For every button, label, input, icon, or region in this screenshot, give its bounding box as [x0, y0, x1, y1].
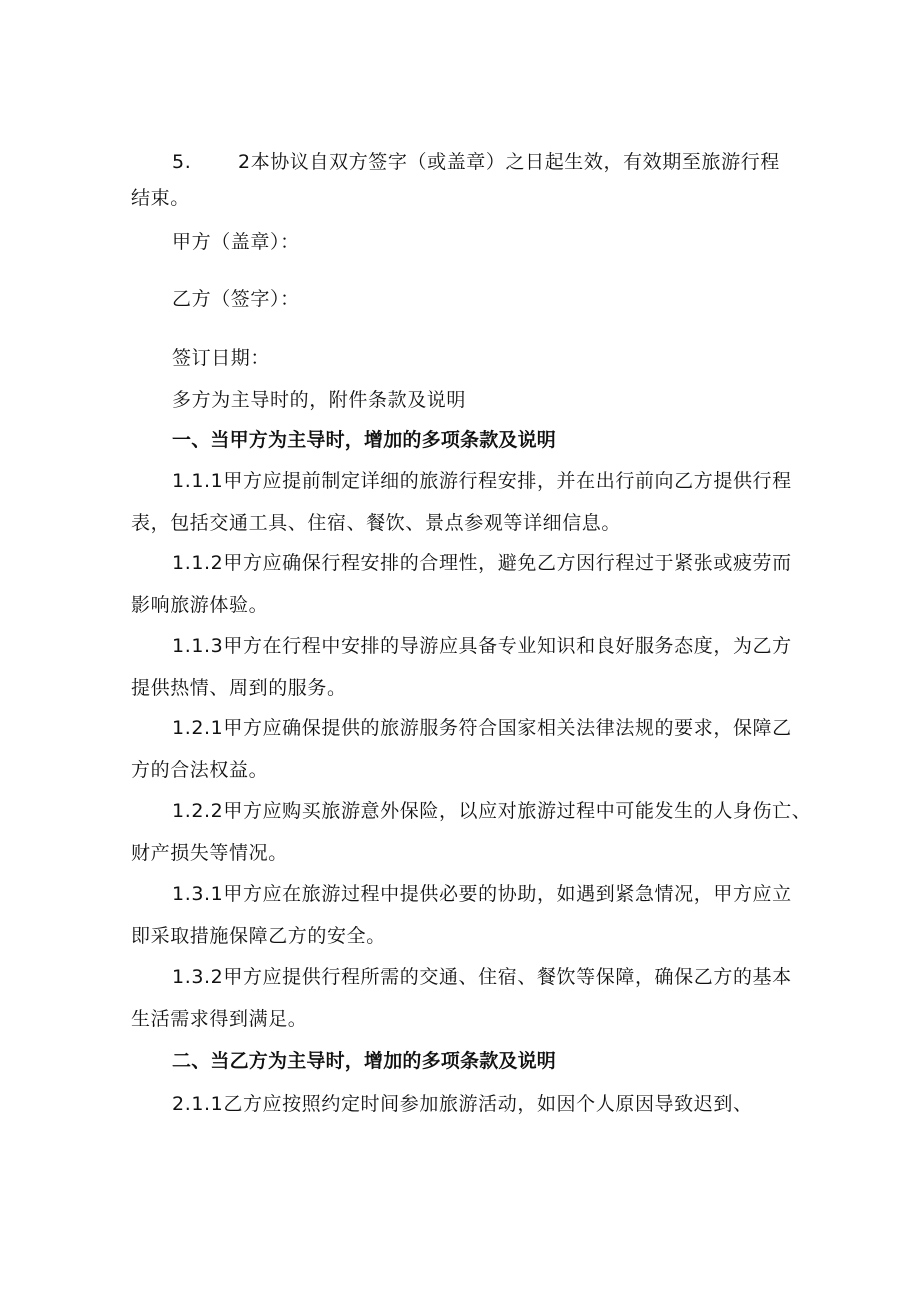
clause-1-1-3-line-1: 1.1.3甲方在行程中安排的导游应具备专业知识和良好服务态度，为乙方 — [172, 635, 792, 657]
clause-1-3-2-line-2: 生活需求得到满足。 — [131, 1008, 308, 1030]
appendix-title: 多方为主导时的，附件条款及说明 — [172, 389, 467, 411]
clause-2-1-1-line-1: 2.1.1乙方应按照约定时间参加旅游活动，如因个人原因导致迟到、 — [172, 1093, 753, 1115]
clause-5-2-line-2: 结束。 — [131, 187, 190, 209]
clause-5-2-text: 2本协议自双方签字（或盖章）之日起生效，有效期至旅游行程 — [238, 151, 780, 173]
clause-1-1-2-line-1: 1.1.2甲方应确保行程安排的合理性，避免乙方因行程过于紧张或疲劳而 — [172, 552, 792, 574]
clause-1-2-1-line-1: 1.2.1甲方应确保提供的旅游服务符合国家相关法律法规的要求，保障乙 — [172, 717, 792, 739]
clause-1-2-2-line-2: 财产损失等情况。 — [131, 842, 288, 864]
clause-1-1-1-line-1: 1.1.1甲方应提前制定详细的旅游行程安排，并在出行前向乙方提供行程 — [172, 470, 792, 492]
section-2-heading: 二、当乙方为主导时，增加的多项条款及说明 — [172, 1051, 557, 1072]
clause-1-2-1-line-2: 方的合法权益。 — [131, 759, 269, 781]
section-1-heading: 一、当甲方为主导时，增加的多项条款及说明 — [172, 430, 557, 451]
clause-1-3-2-line-1: 1.3.2甲方应提供行程所需的交通、住宿、餐饮等保障，确保乙方的基本 — [172, 966, 792, 988]
clause-1-2-2-line-1: 1.2.2甲方应购买旅游意外保险，以应对旅游过程中可能发生的人身伤亡、 — [172, 800, 812, 822]
party-b-signature-label: 乙方（签字）： — [172, 288, 300, 310]
party-a-seal-label: 甲方（盖章）： — [172, 231, 300, 253]
sign-date-label: 签订日期： — [172, 347, 271, 369]
clause-1-3-1-line-1: 1.3.1甲方应在旅游过程中提供必要的协助，如遇到紧急情况，甲方应立 — [172, 883, 792, 905]
clause-5-2-line-1 — [172, 150, 780, 174]
clause-5-number: 5. — [172, 151, 192, 173]
clause-1-1-3-line-2: 提供热情、周到的服务。 — [131, 677, 347, 699]
clause-1-3-1-line-2: 即采取措施保障乙方的安全。 — [131, 925, 386, 947]
clause-1-1-1-line-2: 表，包括交通工具、住宿、餐饮、景点参观等详细信息。 — [131, 512, 622, 534]
clause-1-1-2-line-2: 影响旅游体验。 — [131, 594, 269, 616]
